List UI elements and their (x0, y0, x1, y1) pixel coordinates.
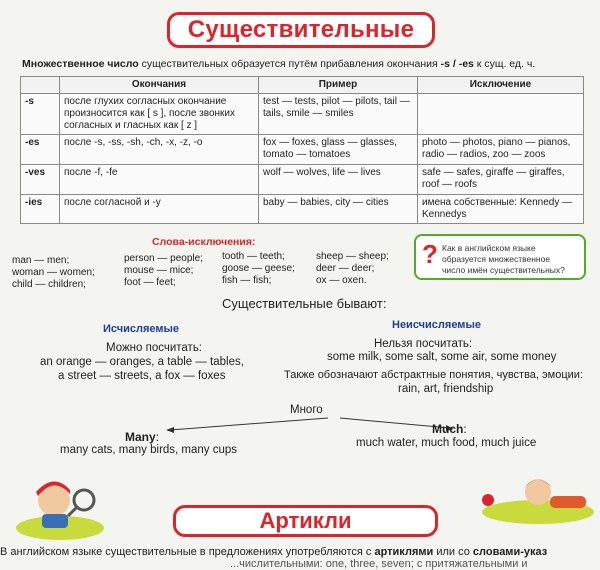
intro-tail: к сущ. ед. ч. (473, 58, 536, 70)
countable-line-2: a street — streets, a fox — foxes (58, 370, 226, 382)
header-empty (21, 77, 60, 94)
countable-can-count: Можно посчитать: (106, 342, 203, 354)
table-row (21, 165, 584, 195)
list-item: tooth — teeth; (222, 251, 285, 262)
header-endings: Окончания (60, 77, 259, 94)
plural-rules-table (20, 76, 584, 224)
arrows-diagram (150, 412, 470, 436)
cell-exception: photo — photos, piano — pianos, radio — radios, zoo — zoos (418, 135, 584, 165)
cell-example: baby — babies, city — cities (259, 195, 418, 224)
title-banner (167, 12, 435, 48)
girl-reading-illustration (476, 470, 596, 525)
list-item: person — people; (124, 253, 203, 264)
articles-intro-text: В английском языке существительные в предложениях употребляются с артиклями или со словами-указ (0, 546, 548, 558)
cell-example: test — tests, pilot — pilots, tail — tails, smile — smiles (259, 94, 418, 135)
cell-rule: после согласной и -y (60, 195, 259, 224)
cell-example: fox — foxes, glass — glasses, tomato — tomatoes (259, 135, 418, 165)
list-item: goose — geese; (222, 263, 295, 274)
cell-example: wolf — wolves, life — lives (259, 165, 418, 195)
cell-ending: -ies (21, 195, 60, 224)
intro-text (22, 58, 535, 70)
exceptions-col-4 (316, 251, 389, 287)
list-item: child — children; (12, 279, 86, 290)
question-line: образуется множественное (442, 254, 551, 264)
cell-ending: -es (21, 135, 60, 165)
articles-second-line: ...числительными: one, three, seven; с притяжательными и (230, 558, 528, 570)
question-line: Как в английском языке (442, 243, 536, 253)
exceptions-col-1 (12, 255, 95, 291)
cell-exception: safe — safes, giraffe — giraffes, roof — roofs (418, 165, 584, 195)
intro-rest: существительных образуется путём прибавления окончания (138, 58, 441, 70)
list-item: mouse — mice; (124, 265, 194, 276)
exceptions-col-3 (222, 251, 295, 287)
cell-exception: имена собственные: Kennedy — Kennedys (418, 195, 584, 224)
list-item: foot — feet; (124, 277, 176, 288)
exceptions-title: Слова-исключения: (152, 236, 256, 248)
question-line: число имён существительных? (442, 265, 565, 275)
header-example: Пример (259, 77, 418, 94)
header-exception: Исключение (418, 77, 584, 94)
question-mark-icon: ? (422, 239, 438, 269)
exceptions-col-2 (124, 253, 203, 289)
cell-exception (418, 94, 584, 135)
articles-banner (173, 505, 438, 537)
question-text (442, 243, 565, 276)
many-examples: many cats, many birds, many cups (60, 444, 238, 456)
cell-ending: -ves (21, 165, 60, 195)
much-label: Much: (432, 422, 467, 436)
many-label: Many: (125, 430, 160, 444)
uncountable-heading: Неисчисляемые (392, 319, 481, 331)
intro-bold: Множественное число (22, 58, 139, 70)
cell-rule: после глухих согласных окончание произносится как [ s ], после звонких согласных и гласных как [ z ] (60, 94, 259, 135)
articles-title: Артикли (259, 508, 352, 533)
question-box (414, 234, 586, 280)
list-item: fish — fish; (222, 275, 272, 286)
uncountable-line-3: rain, art, friendship (398, 383, 494, 395)
many-word: Много (290, 404, 323, 416)
cell-rule: после -f, -fe (60, 165, 259, 195)
list-item: ox — oxen. (316, 275, 367, 286)
cell-rule: после -s, -ss, -sh, -ch, -x, -z, -o (60, 135, 259, 165)
table-row (21, 195, 584, 224)
table-row (21, 135, 584, 165)
much-examples: much water, much food, much juice (356, 437, 537, 449)
list-item: man — men; (12, 255, 70, 266)
table-row (21, 94, 584, 135)
list-item: deer — deer; (316, 263, 375, 274)
intro-suffixes: -s / -es (440, 58, 474, 70)
uncountable-line-1: some milk, some salt, some air, some money (327, 351, 557, 363)
uncountable-line-2: Также обозначают абстрактные понятия, чувства, эмоции: (284, 369, 583, 381)
boy-magnifier-illustration (12, 470, 107, 540)
cell-ending: -s (21, 94, 60, 135)
table-header-row (21, 77, 584, 94)
list-item: woman — women; (12, 267, 95, 278)
list-item: sheep — sheep; (316, 251, 389, 262)
countable-line-1: an orange — oranges, a table — tables, (40, 356, 244, 368)
page-title: Существительные (187, 16, 415, 43)
countable-heading: Исчисляемые (103, 323, 180, 335)
uncountable-cannot-count: Нельзя посчитать: (374, 338, 473, 350)
types-title: Существительные бывают: (222, 296, 387, 311)
